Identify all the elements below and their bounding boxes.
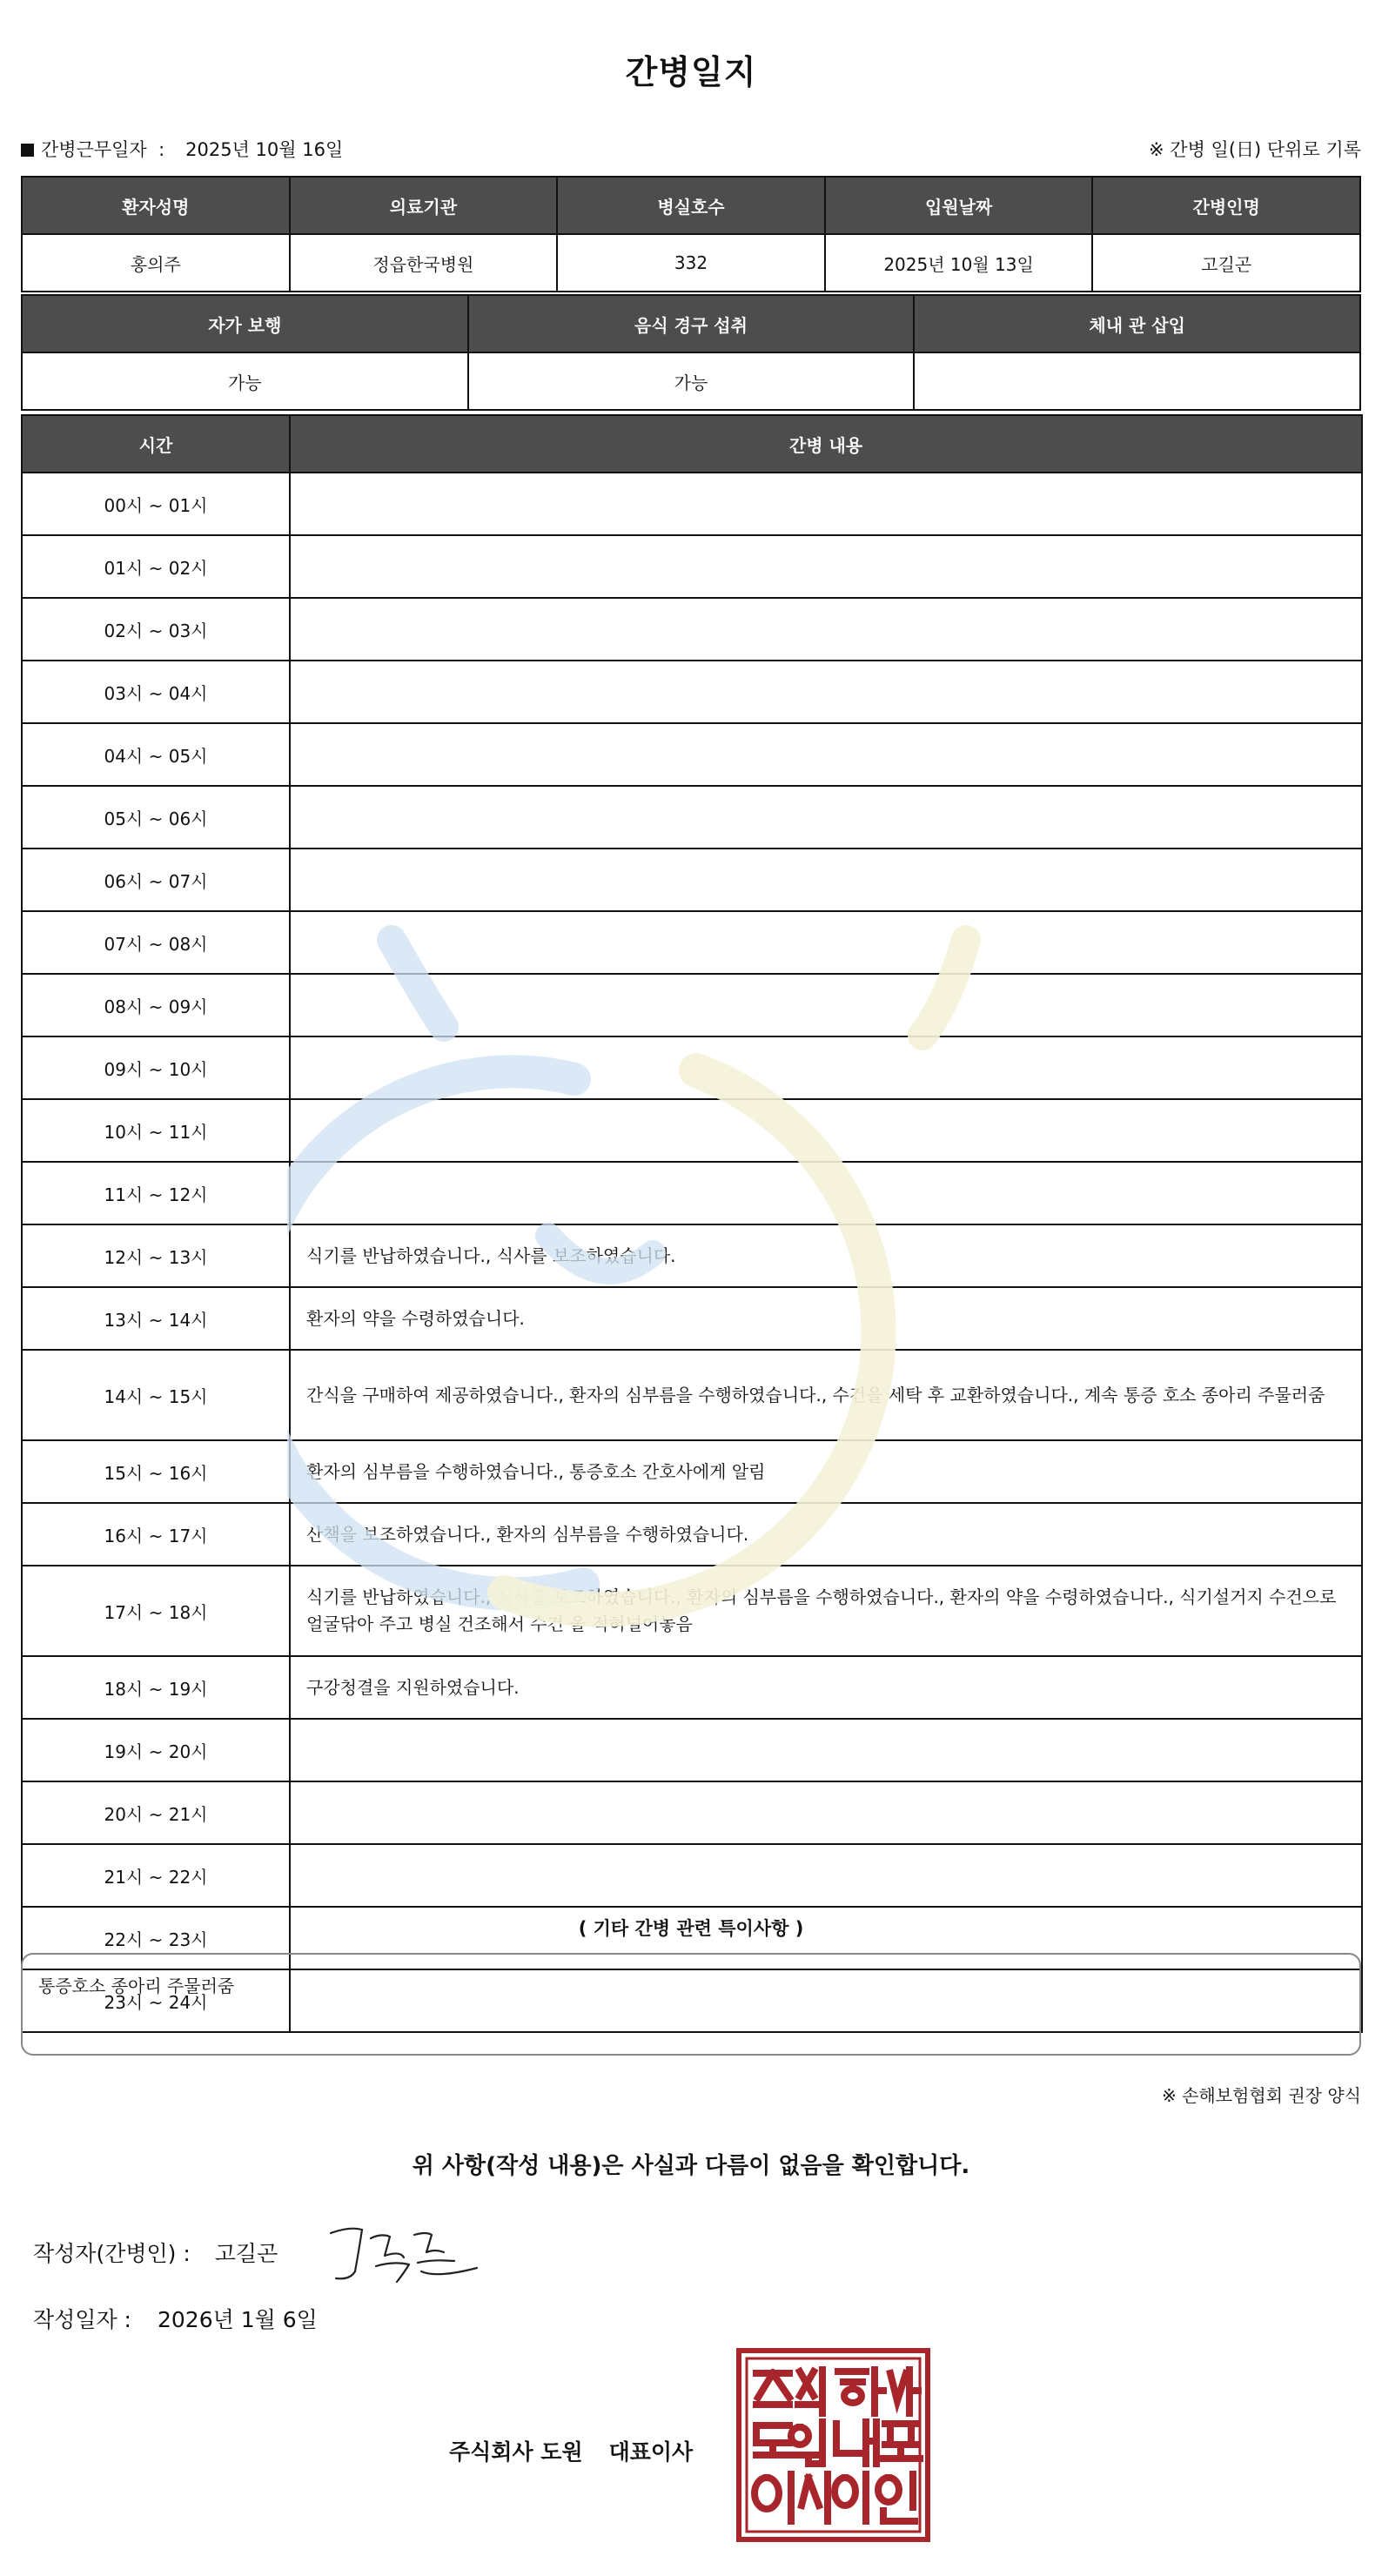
care-log-time: 11시 ~ 12시 (22, 1162, 290, 1224)
care-log-row (22, 849, 1362, 911)
care-log-content (290, 598, 1362, 661)
care-log-row (22, 1036, 1362, 1099)
self-walking-value: 가능 (22, 352, 468, 410)
form-note: ※ 손해보험협회 권장 양식 (1161, 2085, 1361, 2106)
work-date-value: 2025년 10월 16일 (185, 139, 344, 160)
header-patient-name: 환자성명 (22, 177, 290, 234)
handwritten-signature (324, 2217, 480, 2287)
care-log-time: 14시 ~ 15시 (22, 1350, 290, 1440)
care-log-row (22, 473, 1362, 535)
care-log-content (290, 1719, 1362, 1781)
care-log-row (22, 1719, 1362, 1781)
care-log-content: 식기를 반납하였습니다., 식사를 보조하였습니다., 환자의 심부름을 수행하였습니다., 환자의 약을 수령하였습니다., 식기설거지 수건으로 얼굴닦아 주고 병실 건조해서 수건 울 적혀널어놓음 (290, 1566, 1362, 1656)
care-log-content: 산책을 보조하였습니다., 환자의 심부름을 수행하였습니다. (290, 1503, 1362, 1566)
care-log-content: 환자의 심부름을 수행하였습니다., 통증호소 간호사에게 알림 (290, 1440, 1362, 1503)
care-log-time: 08시 ~ 09시 (22, 974, 290, 1036)
care-log-row (22, 661, 1362, 723)
care-log-time: 16시 ~ 17시 (22, 1503, 290, 1566)
company-name: 주식회사 도원 (449, 2439, 583, 2465)
care-log-content (290, 911, 1362, 974)
care-log-row (22, 1781, 1362, 1844)
care-log-time: 03시 ~ 04시 (22, 661, 290, 723)
work-date-label: 간병근무일자 (41, 139, 147, 160)
care-log-row (22, 974, 1362, 1036)
written-date-label: 작성일자 : (33, 2307, 131, 2332)
ability-value-row (22, 352, 1360, 410)
room-number-value: 332 (557, 234, 825, 292)
care-log-row (22, 1656, 1362, 1719)
remarks-title: ( 기타 간병 관련 특이사항 ) (578, 1918, 804, 1939)
square-bullet-icon (21, 144, 34, 157)
caregiver-name-value: 고길곤 (1092, 234, 1360, 292)
header-room-number: 병실호수 (557, 177, 825, 234)
care-log-time: 09시 ~ 10시 (22, 1036, 290, 1099)
care-log-row (22, 1566, 1362, 1656)
care-log-time: 02시 ~ 03시 (22, 598, 290, 661)
remarks-text: 통증호소 종아리 주물러줌 (38, 1976, 235, 1996)
care-log-row (22, 1099, 1362, 1162)
company-title: 대표이사 (608, 2439, 694, 2465)
care-log-content (290, 974, 1362, 1036)
header-self-walking: 자가 보행 (22, 295, 468, 352)
care-log-row (22, 598, 1362, 661)
page-title: 간병일지 (625, 53, 757, 91)
care-log-time: 15시 ~ 16시 (22, 1440, 290, 1503)
writer-label: 작성자(간병인) : (33, 2241, 191, 2266)
care-log-table (21, 414, 1363, 2033)
hospital-value: 정읍한국병원 (290, 234, 558, 292)
care-log-time: 23시 ~ 24시 (22, 1969, 290, 2032)
care-log-content (290, 535, 1362, 598)
care-log-content (290, 1781, 1362, 1844)
header-oral-intake: 음식 경구 섭취 (468, 295, 915, 352)
care-log-content: 식기를 반납하였습니다., 식사를 보조하였습니다. (290, 1224, 1362, 1287)
care-log-time: 01시 ~ 02시 (22, 535, 290, 598)
care-log-content (290, 1844, 1362, 1907)
tube-insertion-value (914, 352, 1360, 410)
care-log-header-row (22, 415, 1362, 473)
company-seal-stamp (735, 2347, 931, 2543)
care-log-time: 00시 ~ 01시 (22, 473, 290, 535)
care-log-time: 18시 ~ 19시 (22, 1656, 290, 1719)
header-care-content: 간병 내용 (290, 415, 1362, 473)
care-log-row (22, 1440, 1362, 1503)
care-log-content (290, 661, 1362, 723)
written-date-line (33, 2303, 318, 2334)
care-log-row (22, 1844, 1362, 1907)
care-log-content (290, 849, 1362, 911)
patient-info-table (21, 176, 1361, 292)
header-admission-date: 입원날짜 (825, 177, 1093, 234)
header-time: 시간 (22, 415, 290, 473)
care-log-content (290, 1099, 1362, 1162)
care-log-time: 07시 ~ 08시 (22, 911, 290, 974)
care-log-time: 13시 ~ 14시 (22, 1287, 290, 1350)
ability-header-row (22, 295, 1360, 352)
care-log-time: 12시 ~ 13시 (22, 1224, 290, 1287)
writer-name: 고길곤 (214, 2241, 278, 2266)
care-log-row (22, 723, 1362, 786)
care-log-content (290, 1036, 1362, 1099)
care-log-body (22, 473, 1362, 2032)
care-log-row (22, 1503, 1362, 1566)
care-log-row (22, 1162, 1362, 1224)
care-log-content: 환자의 약을 수령하였습니다. (290, 1287, 1362, 1350)
care-log-row (22, 1350, 1362, 1440)
header-caregiver-name: 간병인명 (1092, 177, 1360, 234)
admission-date-value: 2025년 10월 13일 (825, 234, 1093, 292)
oral-intake-value: 가능 (468, 352, 915, 410)
patient-ability-table (21, 294, 1361, 411)
care-log-row (22, 1287, 1362, 1350)
confirmation-statement: 위 사항(작성 내용)은 사실과 다름이 없음을 확인합니다. (412, 2153, 970, 2179)
header-tube-insertion: 체내 관 삽입 (914, 295, 1360, 352)
care-log-content (290, 473, 1362, 535)
care-log-row (22, 1224, 1362, 1287)
care-log-row (22, 911, 1362, 974)
care-log-row (22, 535, 1362, 598)
care-log-content (290, 786, 1362, 849)
written-date-value: 2026년 1월 6일 (157, 2307, 318, 2332)
care-log-time: 21시 ~ 22시 (22, 1844, 290, 1907)
care-log-time: 06시 ~ 07시 (22, 849, 290, 911)
care-log-time: 10시 ~ 11시 (22, 1099, 290, 1162)
care-log-content: 간식을 구매하여 제공하였습니다., 환자의 심부름을 수행하였습니다., 수건을 세탁 후 교환하였습니다., 계속 통증 호소 종아리 주물러줌 (290, 1350, 1362, 1440)
care-log-time: 19시 ~ 20시 (22, 1719, 290, 1781)
company-line (449, 2435, 693, 2466)
patient-info-header-row (22, 177, 1360, 234)
unit-note: ※ 간병 일(日) 단위로 기록 (1149, 139, 1361, 160)
care-log-time: 22시 ~ 23시 (22, 1907, 290, 1969)
care-log-time: 05시 ~ 06시 (22, 786, 290, 849)
care-log-content (290, 1162, 1362, 1224)
header-hospital: 의료기관 (290, 177, 558, 234)
work-date-line (21, 136, 343, 162)
care-log-time: 04시 ~ 05시 (22, 723, 290, 786)
care-log-time: 17시 ~ 18시 (22, 1566, 290, 1656)
patient-info-value-row (22, 234, 1360, 292)
care-log-content (290, 723, 1362, 786)
remarks-box (21, 1953, 1361, 2056)
work-date-colon: : (158, 139, 165, 160)
care-log-content: 구강청결을 지원하였습니다. (290, 1656, 1362, 1719)
care-log-row (22, 786, 1362, 849)
care-log-time: 20시 ~ 21시 (22, 1781, 290, 1844)
writer-line (33, 2237, 278, 2268)
patient-name-value: 홍의주 (22, 234, 290, 292)
